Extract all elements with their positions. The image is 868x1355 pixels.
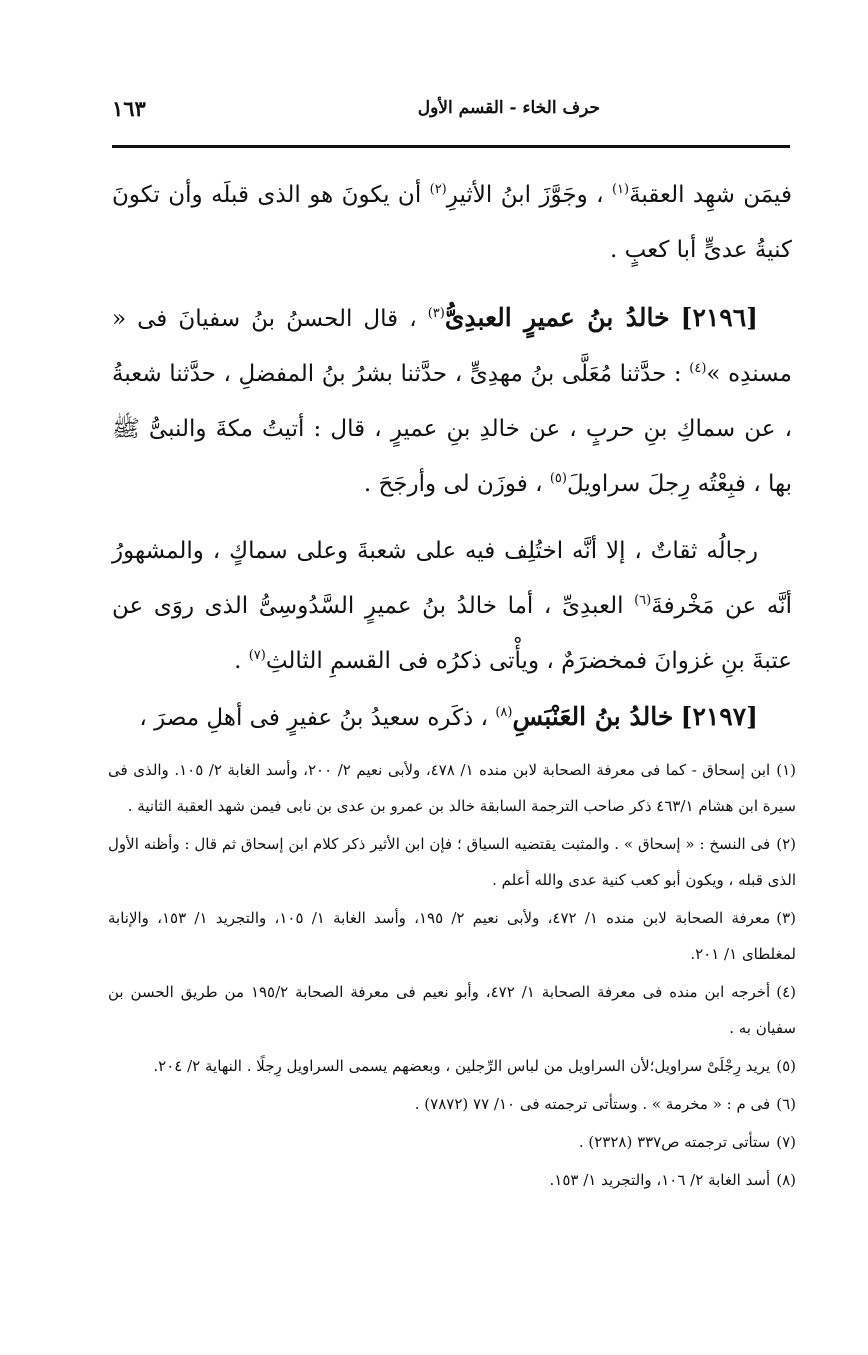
page-header — [112, 92, 790, 132]
footnote-5 — [108, 1048, 796, 1084]
footnote-ref[interactable]: (٥) — [549, 471, 567, 486]
footnote-text: يريد رِجْلَىْ سراويل؛لأن السراويل من لباس الرِّجلين ، وبعضهم يسمى السراويل رِجلًا . النهاية ٢/ ٢٠٤. — [153, 1057, 771, 1075]
footnote-text: ابن إسحاق - كما فى معرفة الصحابة لابن منده ١/ ٤٧٨، ولأبى نعيم ٢/ ٢٠٠، وأسد الغابة ٢/ ١٠٥. والذى فى سيرة ابن هشام ٤٦٣/١ ذكر صاحب الترجمة السابقة خالد بن عمرو بن عدى بن نابى فيمن شهد العقبة الثانية . — [108, 761, 796, 815]
footnote-mark: (٨) — [776, 1171, 796, 1189]
running-title: حرف الخاء - القسم الأول — [417, 98, 600, 118]
page-number: ١٦٣ — [112, 96, 146, 121]
footnote-4 — [108, 974, 796, 1046]
footnote-mark: (١) — [776, 761, 797, 779]
footnote-ref[interactable]: (٣) — [427, 306, 445, 321]
footnote-mark: (٤) — [776, 983, 796, 1001]
text-run: ، وجَوَّزَ ابنُ الأثيرِ — [446, 182, 612, 208]
commentary-paragraph — [112, 524, 792, 689]
footnote-ref[interactable]: (٧) — [248, 648, 266, 663]
header-rule — [112, 145, 790, 148]
entry-number: [٢١٩٦] — [680, 303, 759, 332]
paragraph-continuation — [112, 168, 792, 278]
text-run: . — [234, 648, 249, 674]
footnote-ref[interactable]: (١) — [611, 182, 630, 197]
footnote-7 — [108, 1124, 796, 1160]
footnote-text: ستأتى ترجمته ص٣٣٧ (٢٣٢٨) . — [578, 1133, 771, 1151]
text-run: : حدَّثنا مُعَلَّى بنُ مهدِىٍّ ، حدَّثنا بشرُ بنُ المفضلِ ، حدَّثنا شعبةُ ، عن سماكِ بنِ حربٍ ، عن خالدِ بنِ عميرٍ ، قال : أتيتُ مكةَ والنبىُّ ﷺ بها ، فبِعْتُه رِجلَ سراويلَ — [112, 361, 792, 497]
footnote-mark: (٣) — [776, 909, 796, 927]
footnote-2 — [108, 826, 796, 898]
footnote-ref[interactable]: (٨) — [495, 705, 513, 720]
text-run: رجالُه ثقاتٌ ، إلا أنَّه اختُلِف فيه على شعبةَ وعلى سماكٍ ، والمشهورُ أنَّه عن مَخْرفةَ — [112, 538, 792, 619]
footnote-1 — [108, 752, 796, 824]
text-run: ، قال الحسنُ بنُ سفيانَ فى « مسندِه » — [112, 306, 792, 387]
footnote-text: أسد الغابة ٢/ ١٠٦، والتجريد ١/ ١٥٣. — [549, 1171, 771, 1189]
main-text — [112, 168, 792, 746]
footnote-3 — [108, 900, 796, 972]
entry-number: [٢١٩٧] — [680, 702, 758, 731]
footnote-mark: (٧) — [776, 1133, 796, 1151]
footnote-ref[interactable]: (٦) — [634, 593, 652, 608]
entry-name: خالدُ بنُ العَنْبَسِ — [512, 702, 674, 731]
footnote-text: فى النسخ : « إسحاق » . والمثبت يقتضيه السياق ؛ فإن ابن الأثير ذكر كلام ابن إسحاق ثم قال : وأظنه الأول الذى قبله ، ويكون أبو كعب كنية عدى والله أعلم . — [108, 835, 796, 889]
text-run: أن يكونَ هو الذى قبلَه وأن تكونَ كنيةُ عدىٍّ أبا كعبٍ . — [112, 182, 792, 263]
text-run: ، فوزَن لى وأرجَحَ . — [363, 471, 550, 497]
entry-name: خالدُ بنُ عميرٍ العبدِىُّ — [444, 303, 670, 332]
text-run: العبدِىِّ ، أما خالدُ بنُ عميرٍ السَّدُوسِىُّ الذى روَى عن عتبةَ بنِ غزوانَ فمخضرَمٌ ، ويأْتى ذكرُه فى القسمِ الثالثِ — [112, 593, 792, 674]
footnote-mark: (٢) — [776, 835, 796, 853]
entry-2197 — [112, 689, 792, 746]
footnote-text: أخرجه ابن منده فى معرفة الصحابة ١/ ٤٧٢، وأبو نعيم فى معرفة الصحابة ١٩٥/٢ من طريق الحسن بن سفيان به . — [108, 983, 796, 1037]
footnote-mark: (٥) — [776, 1057, 796, 1075]
footnote-8 — [108, 1162, 796, 1198]
footnote-ref[interactable]: (٤) — [689, 361, 707, 376]
footnote-6 — [108, 1086, 796, 1122]
footnote-ref[interactable]: (٢) — [429, 182, 447, 197]
footnote-text: معرفة الصحابة لابن منده ١/ ٤٧٢، ولأبى نعيم ٢/ ١٩٥، وأسد الغابة ١/ ١٠٥، والتجريد ١/ ١٥٣، والإنابة لمغلطاى ١/ ٢٠١. — [108, 909, 796, 963]
footnote-text: فى م : « مخرمة » . وستأتى ترجمته فى ١٠/ ٧٧ (٧٨٧٢) . — [414, 1095, 771, 1113]
footnotes — [108, 752, 796, 1200]
text-run: ، ذكَره سعيدُ بنُ عفيرٍ فى أهلِ مصرَ ، — [139, 705, 496, 731]
entry-2196 — [112, 290, 792, 512]
text-run: فيمَن شهِد العقبةَ — [629, 182, 792, 208]
footnote-mark: (٦) — [776, 1095, 796, 1113]
